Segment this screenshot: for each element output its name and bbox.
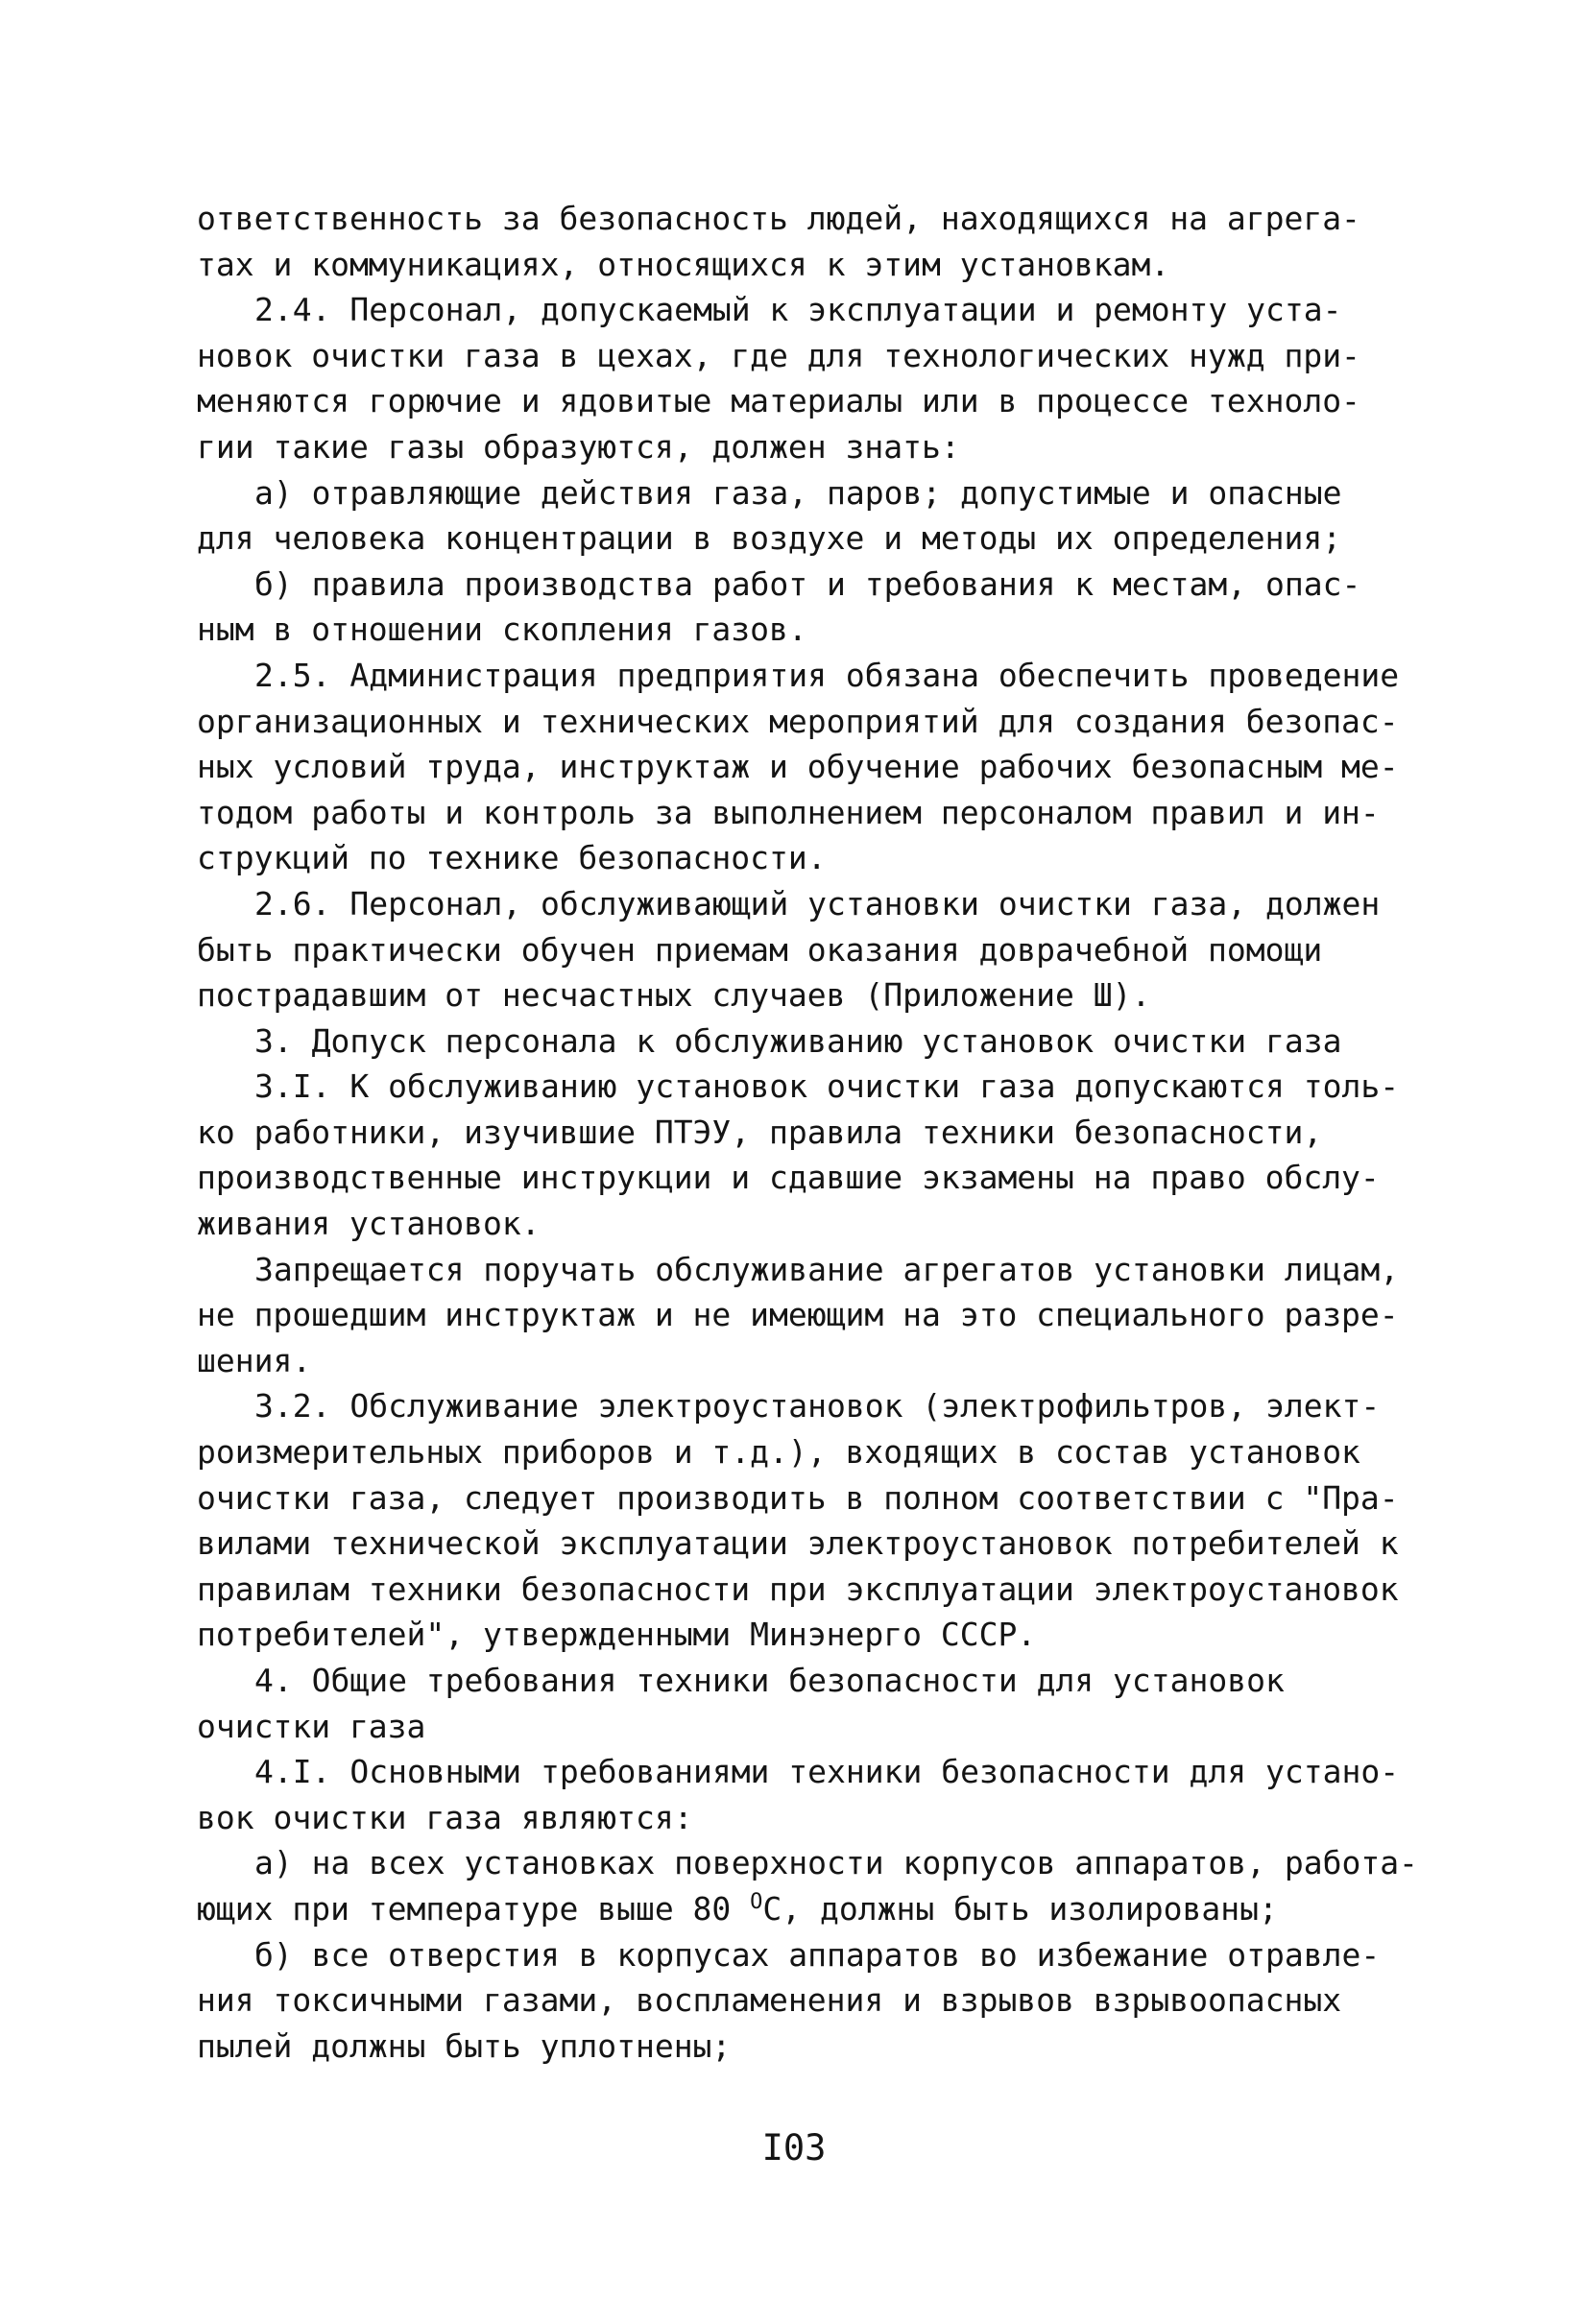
text-line: пострадавшим от несчастных случаев (Приложение Ш). (197, 976, 1151, 1015)
text-line: ных условий труда, инструктаж и обучение рабочих безопасным ме- (197, 748, 1399, 786)
text-line: новок очистки газа в цехах, где для технологических нужд при- (197, 336, 1360, 374)
text-line: роизмерительных приборов и т.д.), входящих в состав установок (197, 1433, 1360, 1472)
text-line: вок очистки газа являются: (197, 1798, 693, 1836)
text-fragment: С, должны быть изолированы; (762, 1889, 1278, 1928)
text-line: вилами технической эксплуатации электроустановок потребителей к (197, 1524, 1399, 1563)
text-line: для человека концентрации в воздухе и методы их определения; (197, 519, 1342, 558)
text-line: производственные инструкции и сдавшие экзамены на право обслу- (197, 1159, 1380, 1197)
section-heading: 4. Общие требования техники безопасности для установок (254, 1662, 1285, 1699)
text-line: струкций по технике безопасности. (197, 839, 827, 877)
text-line: тах и коммуникациях, относящихся к этим установкам. (197, 245, 1170, 283)
section-heading-continuation: очистки газа (197, 1707, 426, 1745)
text-line: быть практически обучен приемам оказания доврачебной помощи (197, 930, 1323, 969)
text-line: гии такие газы образуются, должен знать: (197, 427, 960, 466)
text-line: 2.5. Администрация предприятия обязана обеспечить проведение (254, 656, 1400, 694)
text-line: не прошедшим инструктаж и не имеющим на это специального разре- (197, 1296, 1399, 1334)
degree-superscript: О (750, 1889, 763, 1914)
page-number: I03 (761, 2127, 827, 2168)
text-line: пылей должны быть уплотнены; (197, 2026, 732, 2065)
text-fragment: ющих при температуре выше 80 (197, 1889, 751, 1928)
text-line: очистки газа, следует производить в полном соответствии с "Пра- (197, 1478, 1399, 1517)
text-paragraph (197, 196, 1416, 2069)
text-line: ным в отношении скопления газов. (197, 611, 807, 649)
text-line: 3.2. Обслуживание электроустановок (электрофильтров, элект- (254, 1387, 1381, 1426)
text-line: организационных и технических мероприятий для создания безопас- (197, 702, 1399, 740)
text-line: а) на всех установках поверхности корпусов аппаратов, работа- (254, 1844, 1418, 1882)
body-text (197, 196, 1416, 2069)
section-heading: 3. Допуск персонала к обслуживанию установок очистки газа (254, 1021, 1342, 1060)
text-line: шения. (197, 1341, 312, 1379)
text-line (197, 1886, 1416, 1932)
text-line: ответственность за безопасность людей, находящихся на агрега- (197, 200, 1360, 237)
text-line: б) правила производства работ и требования к местам, опас- (254, 564, 1361, 603)
text-line: а) отравляющие действия газа, паров; допустимые и опасные (254, 473, 1342, 512)
text-line: Запрещается поручать обслуживание агрегатов установки лицам, (254, 1250, 1400, 1288)
text-line: 4.I. Основными требованиями техники безопасности для устано- (254, 1753, 1400, 1791)
text-line: меняются горючие и ядовитые материалы или в процессе техноло- (197, 382, 1360, 420)
text-line: 2.6. Персонал, обслуживающий установки очистки газа, должен (254, 884, 1381, 922)
text-line: б) все отверстия в корпусах аппаратов во избежание отравле- (254, 1935, 1381, 1974)
text-line: 2.4. Персонал, допускаемый к эксплуатации и ремонту уста- (254, 291, 1342, 329)
text-line: 3.I. К обслуживанию установок очистки газа допускаются толь- (254, 1067, 1400, 1106)
text-line: живания установок. (197, 1205, 541, 1243)
text-line: ния токсичными газами, воспламенения и взрывов взрывоопасных (197, 1981, 1342, 2020)
text-line: ко работники, изучившие ПТЭУ, правила техники безопасности, (197, 1113, 1323, 1151)
text-line: правилам техники безопасности при эксплуатации электроустановок (197, 1569, 1399, 1608)
text-line: тодом работы и контроль за выполнением персоналом правил и ин- (197, 793, 1380, 831)
text-line: потребителей", утвержденными Минэнерго СССР. (197, 1616, 1037, 1654)
